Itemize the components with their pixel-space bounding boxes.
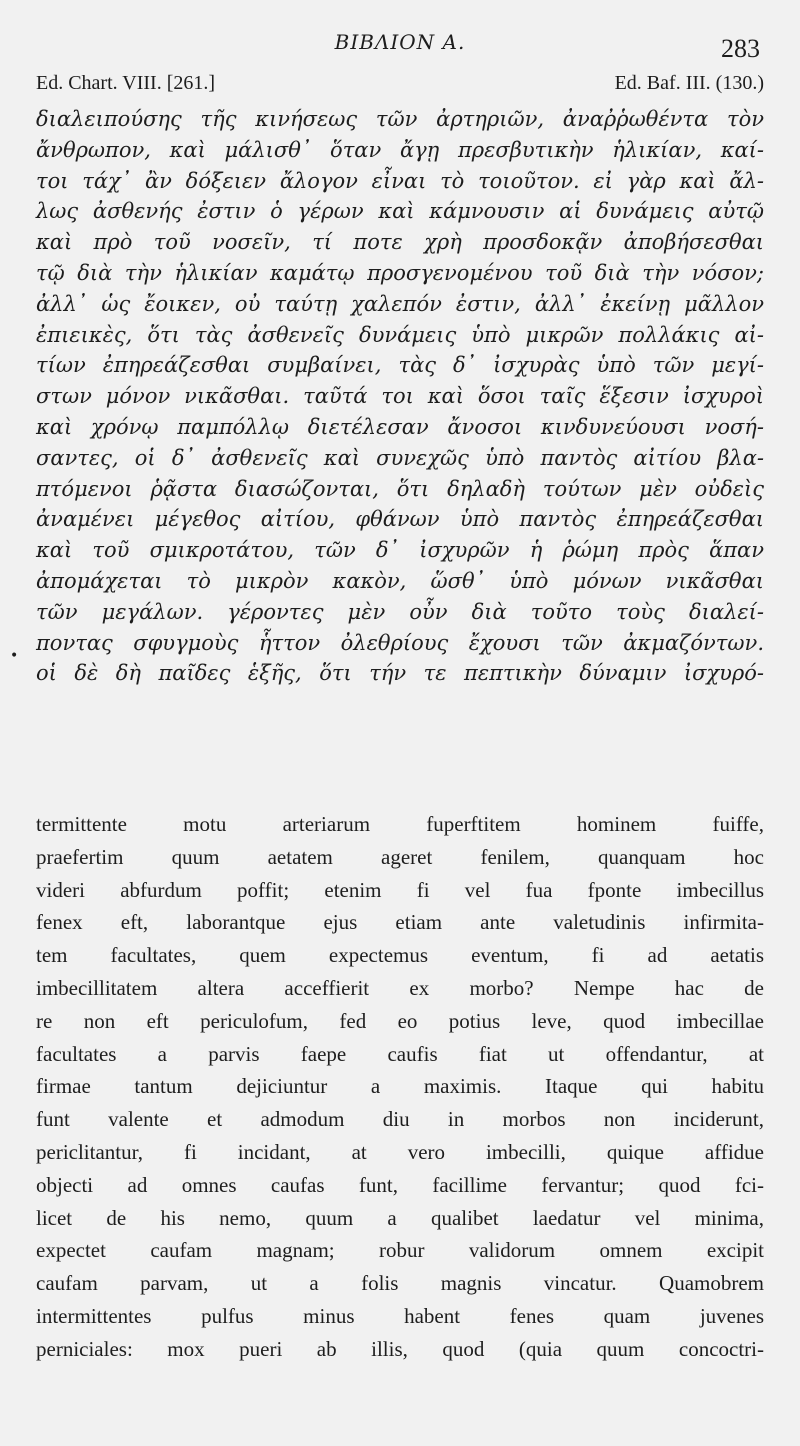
greek-line: ἀναμένει μέγεθος αἰτίου, φθάνων ὑπὸ παντὸς ἐπηρεάζεσθαι — [36, 507, 764, 532]
latin-line: termittente motu arteriarum fuperftitem hominem fuiffe, — [36, 812, 764, 836]
latin-line: re non eft periculofum, fed eo potius leve, quod imbecillae — [36, 1008, 764, 1033]
latin-line: fenex eft, laborantque ejus etiam ante valetudinis infirmita- — [36, 910, 764, 935]
latin-line: videri abfurdum poffit; etenim fi vel fua fponte imbecillus — [36, 877, 764, 902]
latin-text-block — [36, 808, 764, 1366]
greek-line: ἐπιεικὲς, ὅτι τὰς ἀσθενεῖς δυνάμεις ὑπὸ μικρῶν πολλάκις αἰ- — [36, 322, 764, 347]
greek-line: στων μόνον νικᾶσθαι. ταῦτά τοι καὶ ὅσοι ταῖς ἕξεσιν ἰσχυροὶ — [36, 384, 764, 409]
greek-line: ἀλλ᾽ ὡς ἔοικεν, οὐ ταύτῃ χαλεπόν ἐστιν, ἀλλ᾽ ἐκείνῃ μᾶλλον — [36, 291, 764, 316]
latin-line: funt valente et admodum diu in morbos non inciderunt, — [36, 1107, 764, 1132]
greek-line: οἱ δὲ δὴ παῖδες ἑξῆς, ὅτι τήν τε πεπτικὴν δύναμιν ἰσχυρό- — [36, 661, 764, 686]
latin-line: praefertim quum aetatem ageret fenilem, quanquam hoc — [36, 844, 764, 869]
edition-basel-reference: Ed. Baf. III. (130.) — [614, 72, 764, 94]
latin-line: tem facultates, quem expectemus eventum, fi ad aetatis — [36, 943, 764, 968]
latin-line: periclitantur, fi incidant, at vero imbecilli, quique affidue — [36, 1139, 764, 1164]
greek-line: ποντας σφυγμοὺς ἧττον ὀλεθρίους ἔχουσι τῶν ἀκμαζόντων. — [36, 630, 764, 655]
greek-line: τίων ἐπηρεάζεσθαι συμβαίνει, τὰς δ᾽ ἰσχυρὰς ὑπὸ τῶν μεγί- — [36, 353, 764, 378]
edition-chartier-reference: Ed. Chart. VIII. [261.] — [36, 72, 216, 94]
latin-line: expectet caufam magnam; robur validorum omnem excipit — [36, 1238, 764, 1263]
latin-line: firmae tantum dejiciuntur a maximis. Itaque qui habitu — [36, 1074, 764, 1099]
greek-line: καὶ πρὸ τοῦ νοσεῖν, τί ποτε χρὴ προσδοκᾷν ἀποβήσεσθαι — [36, 230, 764, 255]
greek-line: καὶ τοῦ σμικροτάτου, τῶν δ᾽ ἰσχυρῶν ἡ ῥώμη πρὸς ἅπαν — [36, 538, 764, 563]
latin-line: caufam parvam, ut a folis magnis vincatur. Quamobrem — [36, 1271, 764, 1296]
greek-line: τῶν μεγάλων. γέροντες μὲν οὖν διὰ τοῦτο τοὺς διαλεί- — [36, 599, 764, 624]
greek-line: σαντες, οἱ δ᾽ ἀσθενεῖς καὶ συνεχῶς ὑπὸ παντὸς αἰτίου βλα- — [36, 445, 764, 470]
greek-line: λως ἀσθενής ἐστιν ὁ γέρων καὶ κάμνουσιν αἱ δυνάμεις αὐτῷ — [36, 199, 764, 224]
latin-line: licet de his nemo, quum a qualibet laedatur vel minima, — [36, 1205, 764, 1230]
latin-line: facultates a parvis faepe caufis fiat ut offendantur, at — [36, 1041, 764, 1066]
latin-line: perniciales: mox pueri ab illis, quod (quia quum concoctri- — [36, 1336, 764, 1361]
latin-line: imbecillitatem altera acceffierit ex morbo? Nempe hac de — [36, 975, 764, 1000]
running-title: ΒΙΒΛΙΟΝ Α. — [334, 30, 466, 54]
page-number: 283 — [721, 34, 760, 63]
greek-line: ἄνθρωπον, καὶ μάλισθ᾽ ὅταν ἄγῃ πρεσβυτικὴν ἡλικίαν, καί- — [36, 137, 764, 162]
greek-line: καὶ χρόνῳ παμπόλλῳ διετέλεσαν ἄνοσοι κινδυνεύουσι νοσή- — [36, 414, 764, 439]
latin-line: intermittentes pulfus minus habent fenes quam juvenes — [36, 1303, 764, 1328]
greek-line: διαλειπούσης τῆς κινήσεως τῶν ἀρτηριῶν, ἀναῤῥωθέντα τὸν — [36, 107, 764, 131]
greek-line: πτόμενοι ῥᾷστα διασώζονται, ὅτι δηλαδὴ τούτων μὲν οὐδεὶς — [36, 476, 764, 501]
greek-line: ἀπομάχεται τὸ μικρὸν κακὸν, ὥσθ᾽ ὑπὸ μόνων νικᾶσθαι — [36, 568, 764, 593]
greek-line: τῷ διὰ τὴν ἡλικίαν καμάτῳ προσγενομένου τοῦ διὰ τὴν νόσον; — [36, 260, 764, 285]
greek-text-block — [36, 104, 764, 689]
latin-line: objecti ad omnes caufas funt, facillime fervantur; quod fci- — [36, 1172, 764, 1197]
greek-line: τοι τάχ᾽ ἂν δόξειεν ἄλογον εἶναι τὸ τοιοῦτον. εἰ γὰρ καὶ ἄλ- — [36, 168, 764, 193]
margin-mark: • — [10, 648, 19, 664]
